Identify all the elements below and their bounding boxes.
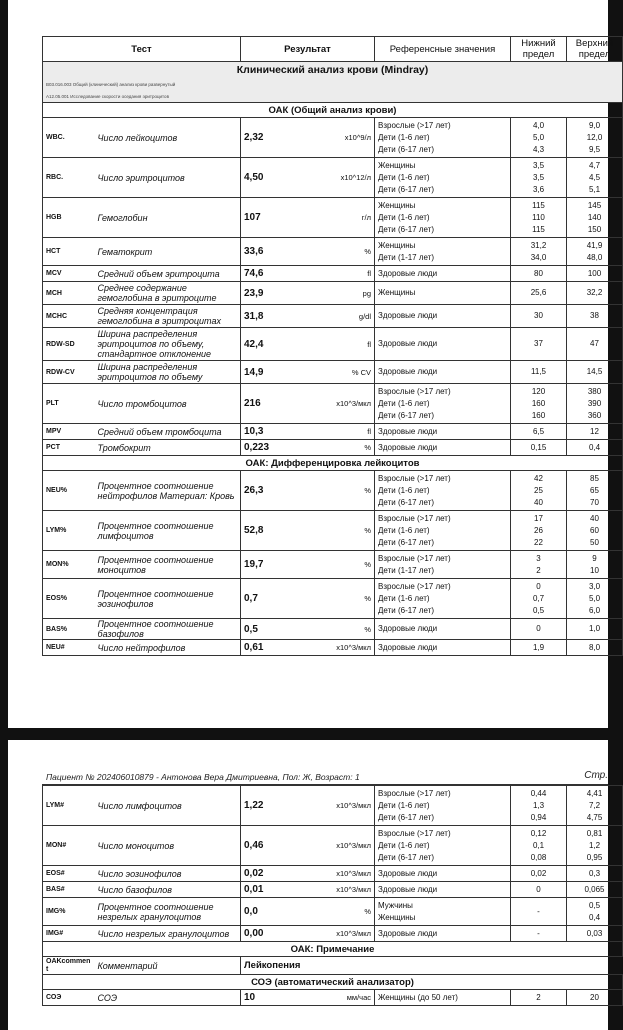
reference-groups: Здоровые люди [375,619,511,640]
upper-limits: 38 [567,305,623,328]
result-row [43,198,623,238]
upper-limits: 32,2 [567,282,623,305]
lower-limits: 4,0 5,0 4,3 [511,118,567,158]
result-unit: fl [329,424,375,440]
test-code: EOS% [43,579,95,619]
result-row [43,361,623,384]
result-row [43,640,623,656]
result-value: 0,223 [241,440,329,456]
table-header [43,37,623,62]
result-unit: x10^3/мкл [329,786,375,826]
reference-groups: Взрослые (>17 лет) Дети (1-6 лет) Дети (6-17 лет) [375,579,511,619]
section-title: СОЭ (автоматический анализатор) [43,975,623,990]
reference-groups: Женщины [375,282,511,305]
lower-limits: 115 110 115 [511,198,567,238]
test-code: PLT [43,384,95,424]
result-row [43,826,623,866]
lower-limits: 3,5 3,5 3,6 [511,158,567,198]
result-value: 0,61 [241,640,329,656]
test-name: Число базофилов [95,882,241,898]
result-unit: x10^3/мкл [329,926,375,942]
upper-limits: 40 60 50 [567,511,623,551]
upper-limits: 20 [567,990,623,1006]
upper-limits: 0,3 [567,866,623,882]
result-value: 74,6 [241,266,329,282]
test-code: MON% [43,551,95,579]
test-code: IMG# [43,926,95,942]
test-name: Число лейкоцитов [95,118,241,158]
result-unit: x10^3/мкл [329,826,375,866]
result-value: 107 [241,198,329,238]
comment-row [43,957,623,975]
result-row [43,305,623,328]
test-code: MCHC [43,305,95,328]
result-unit: % [329,238,375,266]
lower-limits: 37 [511,328,567,361]
result-unit: x10^3/мкл [329,384,375,424]
upper-limits: 0,81 1,2 0,95 [567,826,623,866]
result-value: 23,9 [241,282,329,305]
result-value: 52,8 [241,511,329,551]
result-unit: fl [329,266,375,282]
result-value: 10,3 [241,424,329,440]
reference-groups: Здоровые люди [375,882,511,898]
test-name: Средняя концентрация гемоглобина в эритроцитах [95,305,241,328]
upper-limits: 0,5 0,4 [567,898,623,926]
upper-limits: 0,03 [567,926,623,942]
result-row [43,282,623,305]
reference-groups: Здоровые люди [375,361,511,384]
result-unit: x10^12/л [329,158,375,198]
result-row [43,118,623,158]
result-row [43,882,623,898]
reference-groups: Здоровые люди [375,328,511,361]
test-code: MCV [43,266,95,282]
test-code: EOS# [43,866,95,882]
test-name: Процентное соотношение эозинофилов [95,579,241,619]
lower-limits: 6,5 [511,424,567,440]
result-row [43,786,623,826]
lower-limits: 0 [511,619,567,640]
result-unit: pg [329,282,375,305]
reference-groups: Взрослые (>17 лет) Дети (1-6 лет) Дети (6-17 лет) [375,384,511,424]
result-value: 26,3 [241,471,329,511]
lower-limits: 80 [511,266,567,282]
reference-groups: Женщины Дети (1-17 лет) [375,238,511,266]
result-value: 216 [241,384,329,424]
result-unit: % [329,440,375,456]
lower-limits: 25,6 [511,282,567,305]
test-name: Число эритроцитов [95,158,241,198]
result-row [43,424,623,440]
result-unit: % CV [329,361,375,384]
result-row [43,328,623,361]
report-page-2 [8,740,608,1030]
test-name: Гематокрит [95,238,241,266]
upper-limits: 41,9 48,0 [567,238,623,266]
test-code: RBC. [43,158,95,198]
result-unit: % [329,619,375,640]
test-name: Гемоглобин [95,198,241,238]
reference-groups: Женщины (до 50 лет) [375,990,511,1006]
result-value: 0,7 [241,579,329,619]
test-code: HCT [43,238,95,266]
reference-groups: Здоровые люди [375,424,511,440]
reference-groups: Взрослые (>17 лет) Дети (1-17 лет) [375,551,511,579]
section-header [43,942,623,957]
report-page-1 [8,0,614,728]
test-name: Процентное соотношение нейтрофилов Материал: Кровь [95,471,241,511]
reference-groups: Мужчины Женщины [375,898,511,926]
test-name: Число незрелых гранулоцитов [95,926,241,942]
test-code: NEU% [43,471,95,511]
test-name: Процентное соотношение моноцитов [95,551,241,579]
test-name: Среднее содержание гемоглобина в эритроците [95,282,241,305]
result-row [43,926,623,942]
test-name: Тромбокрит [95,440,241,456]
header-test: Тест [43,37,241,62]
result-value: 10 [241,990,329,1006]
lab-results-table [42,36,623,656]
result-value: 0,46 [241,826,329,866]
result-row [43,471,623,511]
test-code: IMG% [43,898,95,926]
page-label: Стр. [584,770,608,781]
comment-code: OAKcomment [43,957,95,975]
header-lower: Нижний предел [511,37,567,62]
test-name: СОЭ [95,990,241,1006]
test-code: СОЭ [43,990,95,1006]
result-value: 0,0 [241,898,329,926]
result-unit: % [329,579,375,619]
comment-label: Комментарий [95,957,241,975]
result-unit: г/л [329,198,375,238]
section-title: ОАК: Примечание [43,942,623,957]
test-name: Число эозинофилов [95,866,241,882]
result-value: 19,7 [241,551,329,579]
subtitle-line-1: B03.016.003 Общий (клинический) анализ крови развернутый [43,78,623,90]
lower-limits: 11,5 [511,361,567,384]
result-value: 33,6 [241,238,329,266]
result-unit: x10^3/мкл [329,882,375,898]
upper-limits: 47 [567,328,623,361]
test-code: BAS# [43,882,95,898]
reference-groups: Женщины Дети (1-6 лет) Дети (6-17 лет) [375,198,511,238]
test-code: LYM% [43,511,95,551]
upper-limits: 8,0 [567,640,623,656]
result-value: 0,00 [241,926,329,942]
result-unit: % [329,471,375,511]
result-unit: x10^3/мкл [329,866,375,882]
upper-limits: 4,7 4,5 5,1 [567,158,623,198]
result-unit: fl [329,328,375,361]
lower-limits: 0,02 [511,866,567,882]
lower-limits: 17 26 22 [511,511,567,551]
upper-limits: 12 [567,424,623,440]
subtitle-line-2: A12.05.001 Исследование скорости оседания эритроцитов [43,90,623,103]
lower-limits: 0,44 1,3 0,94 [511,786,567,826]
test-name: Ширина распределения эритроцитов по объему, стандартное отклонение [95,328,241,361]
report-title-row [43,62,623,79]
section-header [43,975,623,990]
result-value: 0,01 [241,882,329,898]
lower-limits: - [511,898,567,926]
result-row [43,551,623,579]
test-name: Число моноцитов [95,826,241,866]
result-row [43,619,623,640]
upper-limits: 0,4 [567,440,623,456]
test-name: Ширина распределения эритроцитов по объему [95,361,241,384]
upper-limits: 14,5 [567,361,623,384]
result-row [43,238,623,266]
lower-limits: 0 [511,882,567,898]
upper-limits: 145 140 150 [567,198,623,238]
result-unit: мм/час [329,990,375,1006]
result-value: 4,50 [241,158,329,198]
upper-limits: 3,0 5,0 6,0 [567,579,623,619]
lower-limits: 42 25 40 [511,471,567,511]
reference-groups: Взрослые (>17 лет) Дети (1-6 лет) Дети (6-17 лет) [375,511,511,551]
result-value: 0,02 [241,866,329,882]
reference-groups: Здоровые люди [375,926,511,942]
test-code: NEU# [43,640,95,656]
reference-groups: Здоровые люди [375,266,511,282]
result-value: 42,4 [241,328,329,361]
test-code: MCH [43,282,95,305]
result-row [43,384,623,424]
section-header [43,103,623,118]
reference-groups: Здоровые люди [375,640,511,656]
upper-limits: 1,0 [567,619,623,640]
result-unit: % [329,511,375,551]
result-value: 14,9 [241,361,329,384]
test-code: BAS% [43,619,95,640]
lower-limits: - [511,926,567,942]
reference-groups: Здоровые люди [375,305,511,328]
result-row [43,511,623,551]
test-code: MPV [43,424,95,440]
test-code: LYM# [43,786,95,826]
test-code: WBC. [43,118,95,158]
result-unit: x10^3/мкл [329,640,375,656]
test-name: Число лимфоцитов [95,786,241,826]
section-title: ОАК: Дифференцировка лейкоцитов [43,456,623,471]
lower-limits: 30 [511,305,567,328]
result-row [43,898,623,926]
upper-limits: 100 [567,266,623,282]
result-row [43,579,623,619]
upper-limits: 4,41 7,2 4,75 [567,786,623,826]
report-title: Клинический анализ крови (Mindray) [43,62,623,79]
upper-limits: 85 65 70 [567,471,623,511]
section-header [43,456,623,471]
result-value: 31,8 [241,305,329,328]
reference-groups: Взрослые (>17 лет) Дети (1-6 лет) Дети (6-17 лет) [375,471,511,511]
lower-limits: 0,12 0,1 0,08 [511,826,567,866]
result-unit: g/dl [329,305,375,328]
test-name: Процентное соотношение незрелых гранулоцитов [95,898,241,926]
lower-limits: 120 160 160 [511,384,567,424]
lower-limits: 0,15 [511,440,567,456]
result-unit: x10^9/л [329,118,375,158]
reference-groups: Здоровые люди [375,866,511,882]
result-row [43,266,623,282]
lower-limits: 0 0,7 0,5 [511,579,567,619]
reference-groups: Взрослые (>17 лет) Дети (1-6 лет) Дети (6-17 лет) [375,826,511,866]
reference-groups: Взрослые (>17 лет) Дети (1-6 лет) Дети (6-17 лет) [375,786,511,826]
lower-limits: 1,9 [511,640,567,656]
result-row [43,866,623,882]
result-row [43,440,623,456]
result-unit: % [329,898,375,926]
test-name: Средний объем эритроцита [95,266,241,282]
lab-results-table-continued [42,785,623,1006]
test-code: HGB [43,198,95,238]
header-reference: Референсные значения [375,37,511,62]
lower-limits: 3 2 [511,551,567,579]
reference-groups: Женщины Дети (1-6 лет) Дети (6-17 лет) [375,158,511,198]
section-title: ОАК (Общий анализ крови) [43,103,623,118]
reference-groups: Взрослые (>17 лет) Дети (1-6 лет) Дети (6-17 лет) [375,118,511,158]
test-code: RDW-SD [43,328,95,361]
upper-limits: 380 390 360 [567,384,623,424]
result-unit: % [329,551,375,579]
result-row [43,158,623,198]
result-value: 2,32 [241,118,329,158]
lower-limits: 31,2 34,0 [511,238,567,266]
reference-groups: Здоровые люди [375,440,511,456]
test-name: Число тромбоцитов [95,384,241,424]
header-upper: Верхний предел [567,37,623,62]
result-value: 0,5 [241,619,329,640]
header-result: Результат [241,37,375,62]
lower-limits: 2 [511,990,567,1006]
test-code: RDW-CV [43,361,95,384]
upper-limits: 0,065 [567,882,623,898]
comment-value: Лейкопения [241,957,623,975]
test-code: PCT [43,440,95,456]
test-code: MON# [43,826,95,866]
upper-limits: 9,0 12,0 9,5 [567,118,623,158]
test-name: Средний объем тромбоцита [95,424,241,440]
result-row [43,990,623,1006]
test-name: Число нейтрофилов [95,640,241,656]
patient-line: Пациент № 202406010879 - Антонова Вера Дмитриевна, Пол: Ж, Возраст: 1 [46,772,360,782]
test-name: Процентное соотношение лимфоцитов [95,511,241,551]
test-name: Процентное соотношение базофилов [95,619,241,640]
result-value: 1,22 [241,786,329,826]
upper-limits: 9 10 [567,551,623,579]
